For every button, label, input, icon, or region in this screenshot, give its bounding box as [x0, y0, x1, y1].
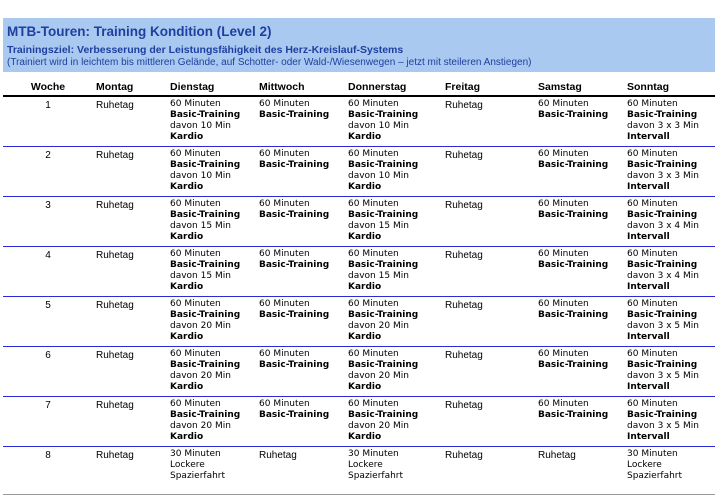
session-line: Basic-Training	[627, 360, 698, 370]
session-line: 60 Minuten	[348, 299, 399, 309]
cell-donnerstag	[345, 447, 442, 495]
cell-freitag	[442, 397, 535, 447]
session-line: Basic-Training	[627, 210, 698, 220]
table-row	[3, 247, 715, 297]
week-number-cell: 3	[3, 197, 93, 247]
cell-sonntag	[624, 96, 715, 147]
session-line: 60 Minuten	[259, 399, 310, 409]
cell-dienstag	[167, 297, 256, 347]
cell-montag	[93, 447, 167, 495]
session-line: Basic-Training	[259, 310, 330, 320]
training-plan-table	[3, 80, 715, 495]
cell-sonntag	[624, 297, 715, 347]
cell-dienstag	[167, 197, 256, 247]
cell-freitag	[442, 147, 535, 197]
session-line: Basic-Training	[259, 210, 330, 220]
session-line: 60 Minuten	[538, 249, 589, 259]
session-line: Basic-Training	[348, 160, 419, 170]
table-row	[3, 147, 715, 197]
session-line: 60 Minuten	[538, 99, 589, 109]
session-line: Basic-Training	[348, 210, 419, 220]
table-row	[3, 96, 715, 147]
session-line: Basic-Training	[348, 360, 419, 370]
cell-samstag	[535, 347, 624, 397]
cell-samstag	[535, 447, 624, 495]
session-line: Spazierfahrt	[627, 471, 683, 481]
cell-mittwoch	[256, 247, 345, 297]
session-line: Spazierfahrt	[170, 471, 226, 481]
cell-montag	[93, 397, 167, 447]
session-line: Kardio	[170, 432, 204, 442]
week-number-cell: 8	[3, 447, 93, 495]
table-row	[3, 447, 715, 495]
session-line: Basic-Training	[170, 110, 241, 120]
cell-donnerstag	[345, 96, 442, 147]
session-line: Lockere	[348, 460, 383, 470]
session-line: Basic-Training	[627, 160, 698, 170]
session-line: Intervall	[627, 132, 670, 142]
session-line: 60 Minuten	[170, 249, 221, 259]
cell-donnerstag	[345, 147, 442, 197]
session-line: 60 Minuten	[348, 399, 399, 409]
session-line: 30 Minuten	[170, 449, 221, 459]
cell-mittwoch	[256, 147, 345, 197]
session-line: 60 Minuten	[348, 199, 399, 209]
week-number-cell: 7	[3, 397, 93, 447]
session-line: 60 Minuten	[538, 199, 589, 209]
column-header-montag: Montag	[93, 80, 167, 96]
cell-dienstag	[167, 96, 256, 147]
session-line: 60 Minuten	[627, 149, 678, 159]
cell-mittwoch	[256, 297, 345, 347]
rest-day-label: Ruhetag	[445, 450, 483, 461]
session-line: Kardio	[348, 132, 382, 142]
cell-samstag	[535, 297, 624, 347]
session-line: 60 Minuten	[538, 349, 589, 359]
cell-sonntag	[624, 147, 715, 197]
cell-donnerstag	[345, 247, 442, 297]
cell-freitag	[442, 297, 535, 347]
session-line: Kardio	[170, 182, 204, 192]
session-line: davon 10 Min	[348, 121, 409, 131]
table-header-row	[3, 80, 715, 96]
cell-samstag	[535, 197, 624, 247]
column-header-mittwoch: Mittwoch	[256, 80, 345, 96]
cell-donnerstag	[345, 197, 442, 247]
session-line: davon 3 x 4 Min	[627, 271, 699, 281]
session-line: Basic-Training	[170, 360, 241, 370]
rest-day-label: Ruhetag	[96, 300, 134, 311]
table-row	[3, 397, 715, 447]
session-line: Kardio	[170, 232, 204, 242]
cell-samstag	[535, 96, 624, 147]
cell-donnerstag	[345, 297, 442, 347]
session-line: Intervall	[627, 332, 670, 342]
rest-day-label: Ruhetag	[96, 450, 134, 461]
session-line: 30 Minuten	[348, 449, 399, 459]
cell-mittwoch	[256, 96, 345, 147]
session-line: Basic-Training	[348, 410, 419, 420]
session-line: 60 Minuten	[538, 149, 589, 159]
column-header-freitag: Freitag	[442, 80, 535, 96]
session-line: Basic-Training	[538, 310, 609, 320]
week-number-cell: 1	[3, 96, 93, 147]
rest-day-label: Ruhetag	[538, 450, 576, 461]
session-line: Lockere	[627, 460, 662, 470]
week-number-cell: 2	[3, 147, 93, 197]
rest-day-label: Ruhetag	[96, 400, 134, 411]
cell-dienstag	[167, 147, 256, 197]
cell-sonntag	[624, 397, 715, 447]
session-line: 60 Minuten	[259, 299, 310, 309]
session-line: Basic-Training	[348, 260, 419, 270]
session-line: 60 Minuten	[627, 99, 678, 109]
terrain-note: (Trainiert wird in leichtem bis mittleren Gelände, auf Schotter- oder Wald-/Wiesenwegen – jetzt mit steileren Anstiegen)	[7, 57, 532, 68]
table-row	[3, 197, 715, 247]
session-line: 60 Minuten	[627, 349, 678, 359]
rest-day-label: Ruhetag	[445, 300, 483, 311]
session-line: Kardio	[170, 332, 204, 342]
session-line: Basic-Training	[538, 110, 609, 120]
session-line: 60 Minuten	[348, 149, 399, 159]
column-header-woche: Woche	[3, 80, 93, 96]
session-line: Basic-Training	[627, 310, 698, 320]
session-line: davon 20 Min	[348, 321, 409, 331]
session-line: Basic-Training	[348, 310, 419, 320]
session-line: Basic-Training	[627, 110, 698, 120]
session-line: Basic-Training	[170, 160, 241, 170]
session-line: 60 Minuten	[259, 99, 310, 109]
cell-mittwoch	[256, 347, 345, 397]
rest-day-label: Ruhetag	[445, 250, 483, 261]
session-line: davon 15 Min	[170, 221, 231, 231]
session-line: 60 Minuten	[627, 249, 678, 259]
session-line: 60 Minuten	[538, 399, 589, 409]
cell-montag	[93, 197, 167, 247]
session-line: Kardio	[348, 232, 382, 242]
cell-montag	[93, 347, 167, 397]
session-line: Intervall	[627, 382, 670, 392]
rest-day-label: Ruhetag	[445, 100, 483, 111]
session-line: davon 3 x 5 Min	[627, 421, 699, 431]
rest-day-label: Ruhetag	[445, 350, 483, 361]
cell-mittwoch	[256, 447, 345, 495]
page-title: MTB-Touren: Training Kondition (Level 2)	[7, 24, 272, 39]
session-line: davon 20 Min	[170, 421, 231, 431]
session-line: 60 Minuten	[259, 199, 310, 209]
column-header-samstag: Samstag	[535, 80, 624, 96]
table-body	[3, 96, 715, 495]
cell-donnerstag	[345, 397, 442, 447]
session-line: 60 Minuten	[348, 349, 399, 359]
session-line: 60 Minuten	[170, 99, 221, 109]
session-line: 60 Minuten	[627, 399, 678, 409]
cell-freitag	[442, 347, 535, 397]
session-line: Kardio	[170, 382, 204, 392]
session-line: davon 3 x 4 Min	[627, 221, 699, 231]
cell-donnerstag	[345, 347, 442, 397]
session-line: davon 20 Min	[348, 371, 409, 381]
session-line: Kardio	[348, 182, 382, 192]
session-line: davon 15 Min	[348, 271, 409, 281]
cell-dienstag	[167, 447, 256, 495]
cell-sonntag	[624, 247, 715, 297]
cell-montag	[93, 247, 167, 297]
session-line: Basic-Training	[259, 360, 330, 370]
session-line: 60 Minuten	[259, 249, 310, 259]
cell-samstag	[535, 397, 624, 447]
week-number-cell: 5	[3, 297, 93, 347]
session-line: Kardio	[348, 332, 382, 342]
session-line: 60 Minuten	[259, 349, 310, 359]
rest-day-label: Ruhetag	[96, 250, 134, 261]
training-goal: Trainingsziel: Verbesserung der Leistungsfähigkeit des Herz-Kreislauf-Systems	[7, 44, 404, 56]
session-line: davon 3 x 3 Min	[627, 171, 699, 181]
table-row	[3, 347, 715, 397]
session-line: Spazierfahrt	[348, 471, 404, 481]
cell-sonntag	[624, 347, 715, 397]
session-line: Basic-Training	[170, 310, 241, 320]
session-line: Basic-Training	[259, 160, 330, 170]
session-line: davon 20 Min	[170, 321, 231, 331]
cell-freitag	[442, 197, 535, 247]
session-line: Basic-Training	[259, 110, 330, 120]
session-line: Basic-Training	[627, 410, 698, 420]
session-line: Basic-Training	[627, 260, 698, 270]
session-line: Basic-Training	[538, 160, 609, 170]
cell-montag	[93, 147, 167, 197]
session-line: 60 Minuten	[170, 399, 221, 409]
session-line: Kardio	[348, 432, 382, 442]
column-header-sonntag: Sonntag	[624, 80, 715, 96]
session-line: Intervall	[627, 182, 670, 192]
session-line: davon 3 x 5 Min	[627, 321, 699, 331]
session-line: davon 10 Min	[348, 171, 409, 181]
session-line: Basic-Training	[170, 410, 241, 420]
rest-day-label: Ruhetag	[445, 150, 483, 161]
session-line: davon 3 x 5 Min	[627, 371, 699, 381]
session-line: 60 Minuten	[627, 299, 678, 309]
session-line: 60 Minuten	[170, 149, 221, 159]
cell-samstag	[535, 147, 624, 197]
rest-day-label: Ruhetag	[445, 400, 483, 411]
cell-dienstag	[167, 347, 256, 397]
session-line: 60 Minuten	[348, 249, 399, 259]
cell-sonntag	[624, 447, 715, 495]
session-line: 60 Minuten	[170, 299, 221, 309]
cell-montag	[93, 96, 167, 147]
session-line: Lockere	[170, 460, 205, 470]
cell-freitag	[442, 96, 535, 147]
header-banner	[3, 18, 715, 72]
session-line: Intervall	[627, 282, 670, 292]
column-header-donnerstag: Donnerstag	[345, 80, 442, 96]
session-line: Intervall	[627, 232, 670, 242]
session-line: Kardio	[348, 382, 382, 392]
session-line: Basic-Training	[259, 260, 330, 270]
column-header-dienstag: Dienstag	[167, 80, 256, 96]
session-line: Basic-Training	[538, 260, 609, 270]
cell-samstag	[535, 247, 624, 297]
session-line: davon 10 Min	[170, 121, 231, 131]
session-line: davon 10 Min	[170, 171, 231, 181]
session-line: 60 Minuten	[538, 299, 589, 309]
session-line: Kardio	[348, 282, 382, 292]
session-line: 30 Minuten	[627, 449, 678, 459]
week-number-cell: 4	[3, 247, 93, 297]
session-line: davon 3 x 3 Min	[627, 121, 699, 131]
session-line: davon 15 Min	[348, 221, 409, 231]
session-line: 60 Minuten	[627, 199, 678, 209]
session-line: Kardio	[170, 282, 204, 292]
rest-day-label: Ruhetag	[96, 100, 134, 111]
session-line: 60 Minuten	[170, 199, 221, 209]
rest-day-label: Ruhetag	[259, 450, 297, 461]
session-line: Kardio	[170, 132, 204, 142]
rest-day-label: Ruhetag	[96, 350, 134, 361]
session-line: Basic-Training	[259, 410, 330, 420]
table-row	[3, 297, 715, 347]
session-line: davon 20 Min	[170, 371, 231, 381]
session-line: Basic-Training	[538, 410, 609, 420]
cell-sonntag	[624, 197, 715, 247]
cell-dienstag	[167, 397, 256, 447]
session-line: Basic-Training	[170, 210, 241, 220]
cell-freitag	[442, 247, 535, 297]
cell-mittwoch	[256, 397, 345, 447]
session-line: 60 Minuten	[348, 99, 399, 109]
cell-montag	[93, 297, 167, 347]
rest-day-label: Ruhetag	[96, 200, 134, 211]
cell-dienstag	[167, 247, 256, 297]
session-line: Basic-Training	[170, 260, 241, 270]
week-number-cell: 6	[3, 347, 93, 397]
rest-day-label: Ruhetag	[96, 150, 134, 161]
session-line: Basic-Training	[538, 360, 609, 370]
session-line: Intervall	[627, 432, 670, 442]
rest-day-label: Ruhetag	[445, 200, 483, 211]
session-line: 60 Minuten	[170, 349, 221, 359]
cell-mittwoch	[256, 197, 345, 247]
cell-freitag	[442, 447, 535, 495]
session-line: 60 Minuten	[259, 149, 310, 159]
session-line: davon 15 Min	[170, 271, 231, 281]
session-line: Basic-Training	[538, 210, 609, 220]
session-line: davon 20 Min	[348, 421, 409, 431]
session-line: Basic-Training	[348, 110, 419, 120]
